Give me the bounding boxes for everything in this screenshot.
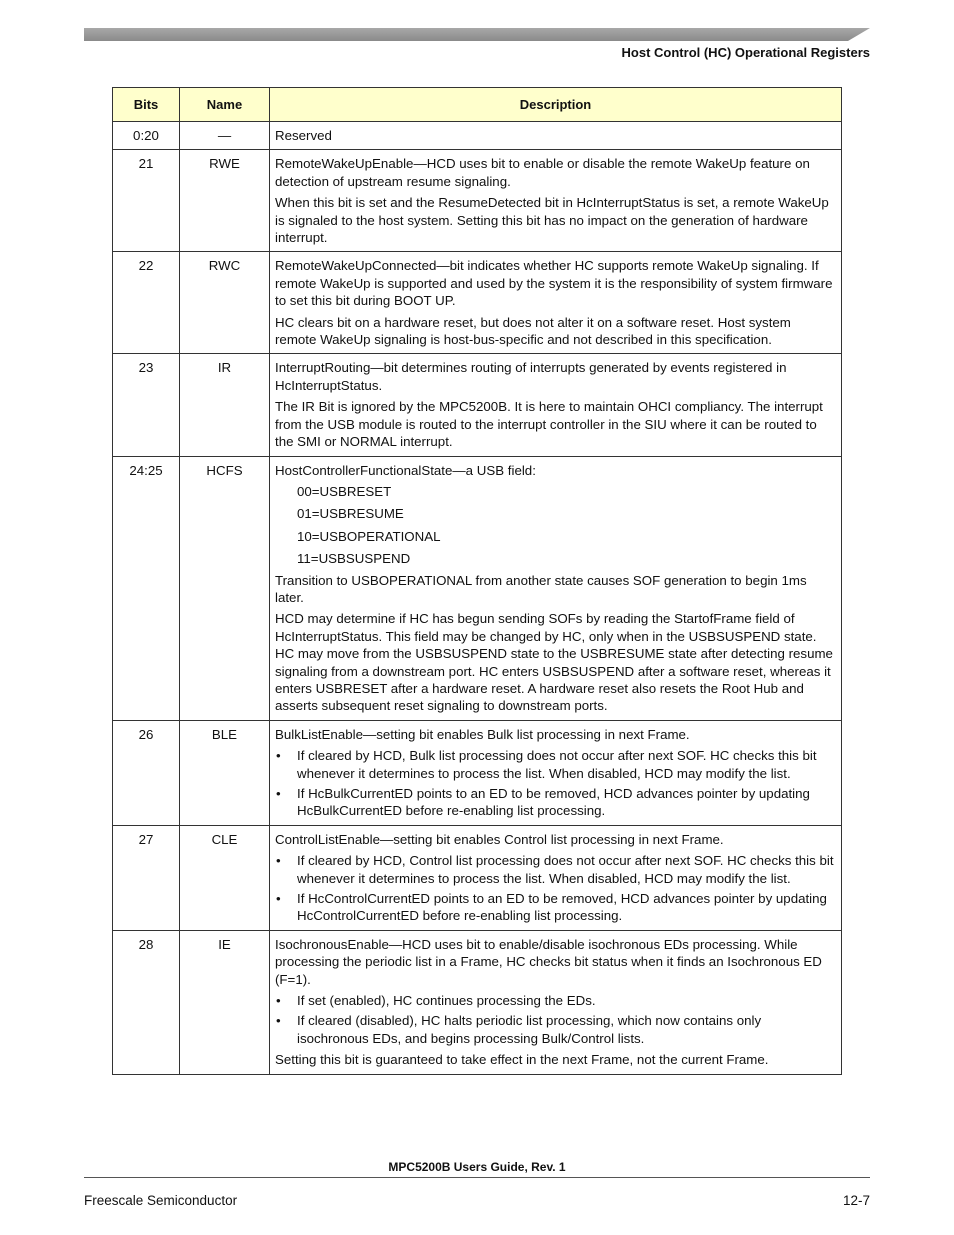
cell-name: RWE xyxy=(180,150,270,252)
bullet-icon: • xyxy=(276,1013,281,1029)
field-value-item: 01=USBRESUME xyxy=(297,506,404,522)
cell-description xyxy=(270,930,842,1074)
column-header-bits: Bits xyxy=(113,88,180,122)
cell-description xyxy=(270,252,842,354)
bullet-text: If cleared by HCD, Bulk list processing does not occur after next SOF. HC checks this bit whenever it determines to process the list. When disabled, HCD may modify the list. xyxy=(297,748,817,781)
cell-description xyxy=(270,456,842,720)
description-paragraph: HC clears bit on a hardware reset, but does not alter it on a software reset. Host system remote WakeUp signaling is host-bus-specific and not described in this specification. xyxy=(275,314,791,348)
bullet-item xyxy=(275,785,835,820)
description-paragraph: Transition to USBOPERATIONAL from another state causes SOF generation to begin 1ms later. xyxy=(275,572,807,605)
cell-bits: 23 xyxy=(113,354,180,456)
cell-bits: 28 xyxy=(113,930,180,1074)
register-table xyxy=(112,87,842,1075)
bullet-text: If cleared (disabled), HC halts periodic list processing, which now contains only isochronous EDs, and begins processing Bulk/Control lists. xyxy=(297,1013,762,1046)
table-row xyxy=(113,825,842,930)
cell-bits: 24:25 xyxy=(113,456,180,720)
description-paragraph: RemoteWakeUpEnable—HCD uses bit to enable or disable the remote WakeUp feature on detection of upstream resume signaling. xyxy=(275,156,810,189)
bullet-icon: • xyxy=(276,993,281,1009)
doc-title: MPC5200B Users Guide, Rev. 1 xyxy=(388,1160,566,1174)
cell-description xyxy=(270,825,842,930)
cell-name: — xyxy=(180,122,270,150)
description-paragraph: ControlListEnable—setting bit enables Control list processing in next Frame. xyxy=(275,831,724,847)
bullet-item xyxy=(275,992,835,1009)
table-row xyxy=(113,930,842,1074)
company-name: Freescale Semiconductor xyxy=(84,1193,238,1208)
cell-bits: 21 xyxy=(113,150,180,252)
table-row xyxy=(113,720,842,825)
column-header-name: Name xyxy=(180,88,270,122)
cell-name: IE xyxy=(180,930,270,1074)
description-paragraph: Reserved xyxy=(275,128,332,143)
bullet-icon: • xyxy=(276,853,281,869)
bullet-item xyxy=(275,747,835,782)
cell-description xyxy=(270,122,842,150)
cell-bits: 27 xyxy=(113,825,180,930)
description-paragraph: Setting this bit is guaranteed to take effect in the next Frame, not the current Frame. xyxy=(275,1052,769,1068)
field-value-item: 00=USBRESET xyxy=(297,483,392,499)
cell-name: RWC xyxy=(180,252,270,354)
cell-bits: 26 xyxy=(113,720,180,825)
bullet-text: If cleared by HCD, Control list processing does not occur after next SOF. HC checks this bit whenever it determines to process the list. When disabled, HCD may modify the list. xyxy=(297,853,834,886)
column-header-description: Description xyxy=(270,88,842,122)
field-value-item: 11=USBSUSPEND xyxy=(297,551,411,567)
table-row xyxy=(113,252,842,354)
bullet-icon: • xyxy=(276,786,281,801)
bullet-icon: • xyxy=(276,748,281,764)
cell-bits: 0:20 xyxy=(113,122,180,150)
bullet-item xyxy=(275,890,835,925)
cell-description xyxy=(270,720,842,825)
footer-divider xyxy=(84,1177,870,1178)
description-paragraph: InterruptRouting—bit determines routing of interrupts generated by events registered in HcInterruptStatus. xyxy=(275,360,787,393)
description-paragraph: RemoteWakeUpConnected—bit indicates whether HC supports remote WakeUp signaling. If remote WakeUp is supported and used by the system it is the responsibility of system firmware to set this bit during BOOT UP. xyxy=(275,258,833,309)
description-paragraph: IsochronousEnable—HCD uses bit to enable/disable isochronous EDs processing. While processing the periodic list in a Frame, HC checks bit status when it finds an Isochronous ED (F=1). xyxy=(275,936,822,987)
cell-description xyxy=(270,354,842,456)
cell-description xyxy=(270,150,842,252)
bullet-text: If HcBulkCurrentED points to an ED to be removed, HCD advances pointer by updating HcBulkCurrentED before re-enabling list processing. xyxy=(297,786,810,819)
cell-bits: 22 xyxy=(113,252,180,354)
table-header-row xyxy=(113,88,842,122)
bullet-item xyxy=(275,1012,835,1047)
section-title: Host Control (HC) Operational Registers xyxy=(621,45,870,60)
field-value-item: 10=USBOPERATIONAL xyxy=(297,528,441,544)
description-paragraph: When this bit is set and the ResumeDetected bit in HcInterruptStatus is set, a remote WakeUp is signaled to the host system. Setting this bit has no impact on the generation of hardware interrupt. xyxy=(275,195,829,246)
header-bar xyxy=(84,28,870,41)
table-row xyxy=(113,150,842,252)
cell-name: BLE xyxy=(180,720,270,825)
bullet-text: If HcControlCurrentED points to an ED to be removed, HCD advances pointer by updating HcControlCurrentED before re-enabling list processing. xyxy=(297,891,827,924)
bullet-icon: • xyxy=(276,891,281,907)
cell-name: CLE xyxy=(180,825,270,930)
bullet-item xyxy=(275,852,835,887)
description-paragraph: BulkListEnable—setting bit enables Bulk list processing in next Frame. xyxy=(275,726,690,742)
table-row xyxy=(113,456,842,720)
cell-name: HCFS xyxy=(180,456,270,720)
table-row xyxy=(113,122,842,150)
page-number: 12-7 xyxy=(842,1193,870,1208)
table-row xyxy=(113,354,842,456)
bullet-text: If set (enabled), HC continues processing the EDs. xyxy=(297,993,596,1009)
description-paragraph: The IR Bit is ignored by the MPC5200B. It is here to maintain OHCI compliancy. The interrupt from the USB module is routed to the interrupt controller in the SIU where it can be routed to the SMI or NORMAL interrupt. xyxy=(275,399,823,450)
cell-name: IR xyxy=(180,354,270,456)
description-paragraph: HCD may determine if HC has begun sending SOFs by reading the StartofFrame field of HcInterruptStatus. This field may be changed by HC, only when in the USBSUSPEND state. HC may move from the USBSUSPEND state to the USBRESUME state after detecting resume signaling from a downstream port. HC enters USBSUSPEND after a software reset, whereas it enters USBRESET after a hardware reset. A hardware reset also resets the Root Hub and asserts subsequent reset signaling to downstream ports. xyxy=(275,611,833,714)
description-paragraph: HostControllerFunctionalState—a USB field: xyxy=(275,462,536,478)
